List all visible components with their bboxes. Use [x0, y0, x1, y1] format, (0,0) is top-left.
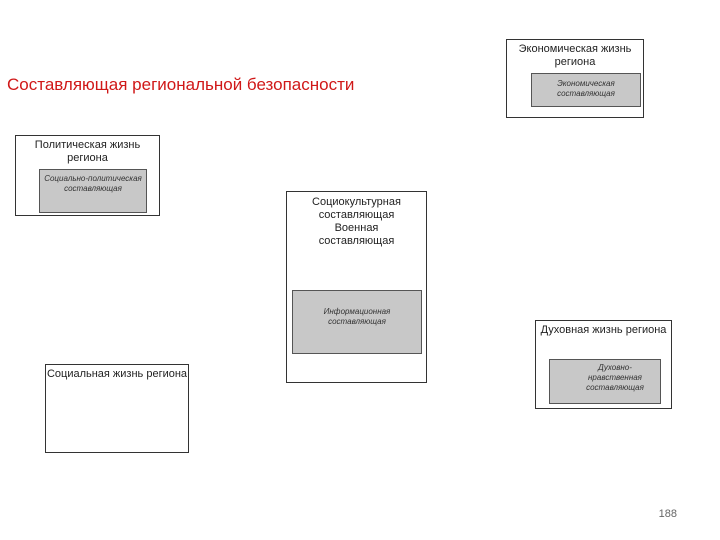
social-life-box	[45, 364, 189, 453]
spiritual-life-label: Духовная жизнь региона	[540, 324, 667, 336]
sociocultural-label: Социокультурная составляющая Военная составляющая	[312, 196, 401, 247]
sociocultural-box	[286, 191, 427, 383]
economic-life-label: Экономическая жизнь региона	[518, 43, 632, 68]
spiritual-moral-component: Духовно-нравственная составляющая	[549, 359, 661, 404]
economic-component: Экономическая составляющая	[531, 73, 641, 107]
diagram-title: Составляющая региональной безопасности	[7, 75, 355, 94]
socio-political-component: Социально-политическая составляющая	[39, 169, 147, 213]
information-component: Информационная составляющая	[292, 290, 422, 354]
social-life-label: Социальная жизнь региона	[46, 368, 188, 380]
political-life-label: Политическая жизнь региона	[34, 139, 141, 164]
page-number: 188	[658, 508, 677, 520]
